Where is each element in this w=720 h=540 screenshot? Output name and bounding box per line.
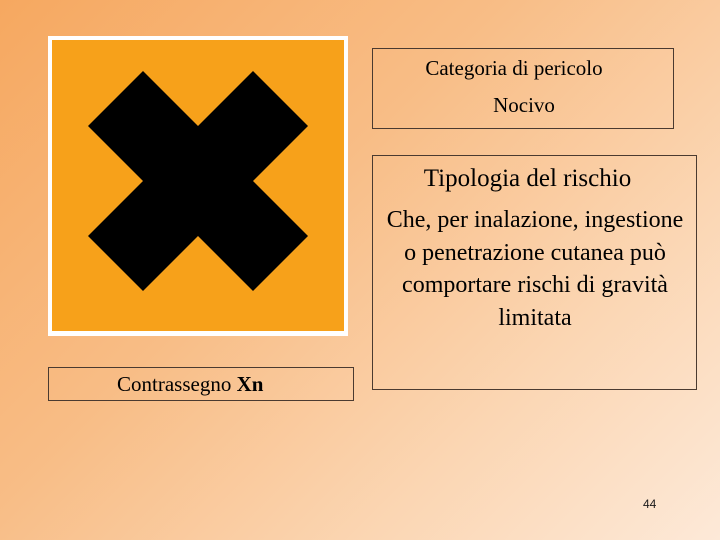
risk-title: Tipologia del rischio <box>423 165 632 192</box>
symbol-label-text: Contrassegno <box>117 372 237 396</box>
risk-description: Che, per inalazione, ingestione o penetrazione cutanea può comportare rischi di gravità limitata <box>386 207 684 331</box>
symbol-label <box>48 367 354 401</box>
category-value: Nocivo <box>493 93 555 117</box>
category-box <box>372 48 674 129</box>
risk-box <box>372 155 697 390</box>
symbol-code: Xn <box>236 372 264 396</box>
hazard-symbol <box>48 36 348 336</box>
category-title: Categoria di pericolo <box>425 56 603 80</box>
page-number: 44 <box>643 497 657 511</box>
hazard-x-icon <box>48 36 348 336</box>
